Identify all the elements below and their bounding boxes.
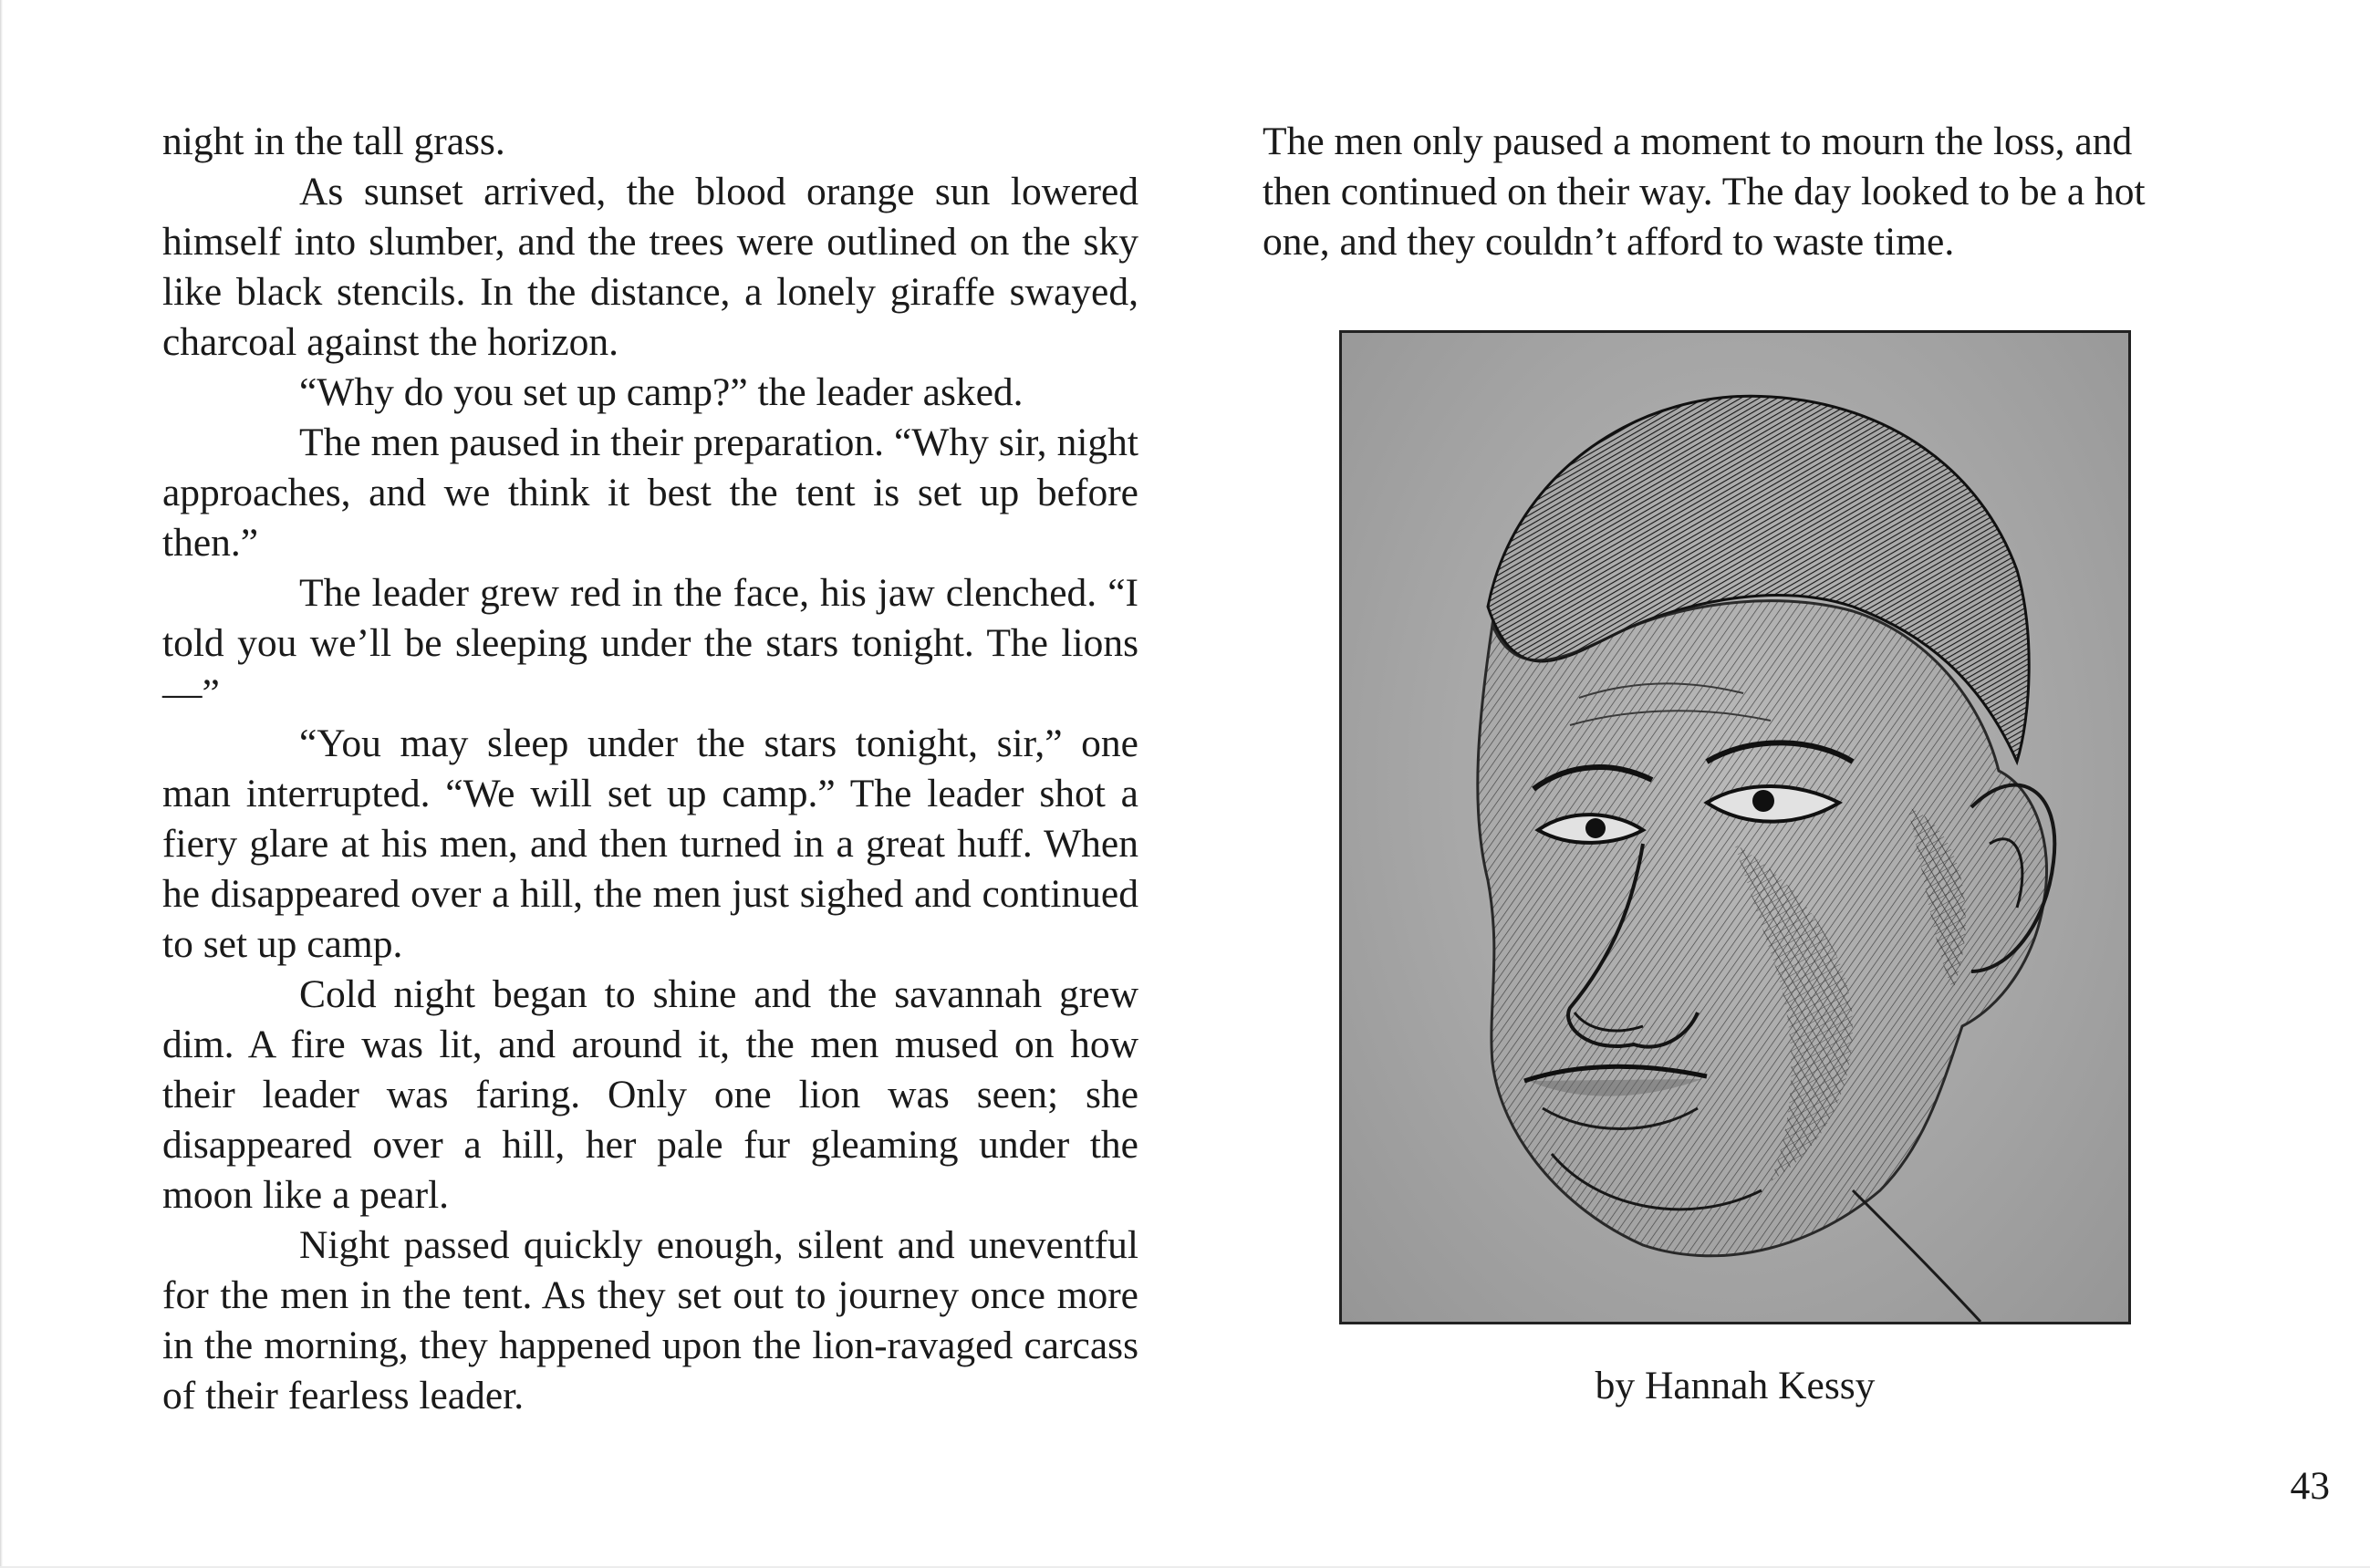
paragraph-5: The leader grew red in the face, his jaw clenched. “I told you we’ll be sleeping under the stars tonight. The lions—” (162, 571, 1138, 715)
closing-paragraph: The men only paused a moment to mourn the loss, and then continued on their way. The day looked to be a hot one, and they couldn’t afford to waste time. (1263, 119, 2146, 264)
paragraph-2: As sunset arrived, the blood orange sun lowered himself into slumber, and the trees were outlined on the sky like black stencils. In the distance, a lonely giraffe swayed, charcoal against the horizon. (162, 170, 1138, 364)
story-left-column (162, 117, 1138, 1421)
paragraph-4: The men paused in their preparation. “Why sir, night approaches, and we think it best the tent is set up before then.” (162, 421, 1138, 565)
portrait-sketch (1339, 330, 2131, 1324)
paragraph-3: “Why do you set up camp?” the leader asked. (299, 370, 1024, 414)
page-edge-shadow (0, 0, 3, 1568)
page-number: 43 (2290, 1464, 2330, 1508)
paragraph-8: Night passed quickly enough, silent and uneventful for the men in the tent. As they set out to journey once more in the morning, they happened upon the lion-ravaged carcass of their fearless leader. (162, 1223, 1138, 1417)
paragraph-7: Cold night began to shine and the savannah grew dim. A fire was lit, and around it, the men mused on how their leader was faring. Only one lion was seen; she disappeared over a hill, her pale fur gleaming under the moon like a pearl. (162, 972, 1138, 1217)
portrait-drawing (1342, 333, 2128, 1322)
illustration-byline: by Hannah Kessy (1595, 1364, 1876, 1407)
story-right-column (1263, 117, 2202, 267)
paragraph-1: night in the tall grass. (162, 119, 505, 163)
paragraph-6: “You may sleep under the stars tonight, sir,” one man interrupted. “We will set up camp.” The leader shot a fiery glare at his men, and then turned in a great huff. When he disappeared over a hill, the men just sighed and continued to set up camp. (162, 722, 1138, 966)
